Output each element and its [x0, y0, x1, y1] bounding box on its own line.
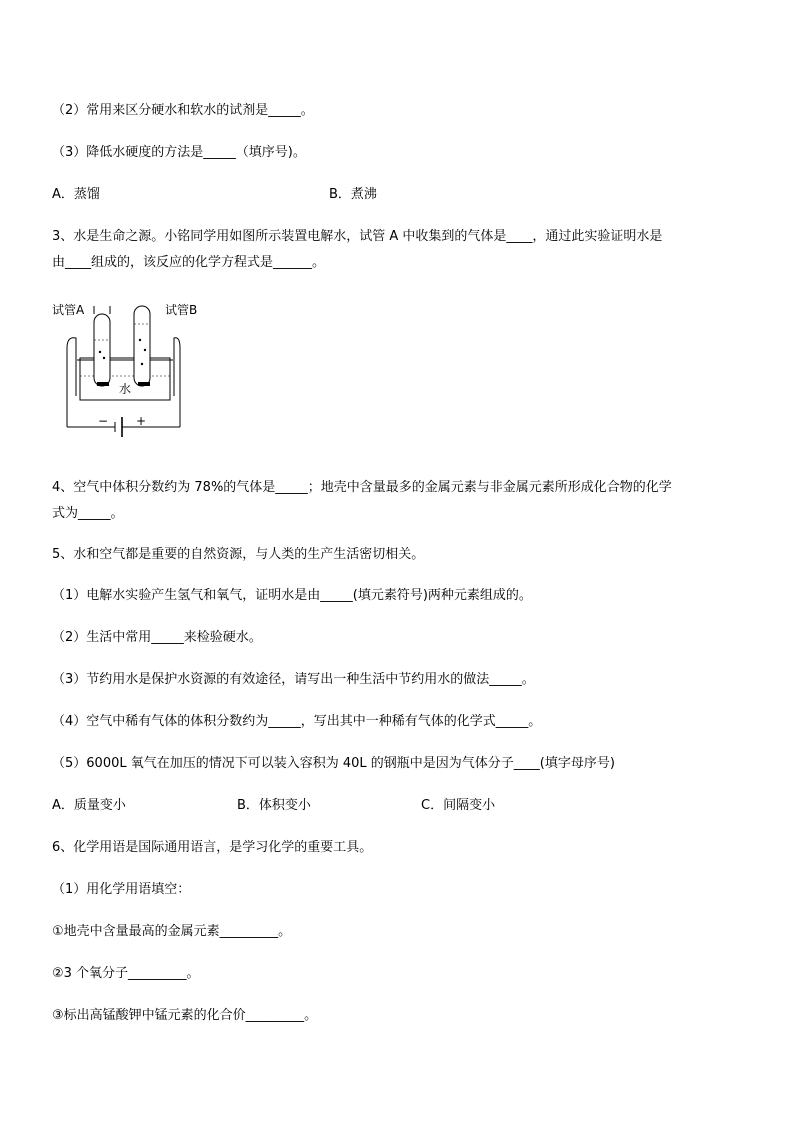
q6-sub1: （1）用化学用语填空：: [52, 882, 191, 897]
plus-terminal-label: +: [136, 414, 147, 428]
q5-option-b: B．体积变小: [237, 798, 311, 813]
q4-line2: 式为_____。: [52, 506, 124, 521]
q3-line1: 3、水是生命之源。小铭同学用如图所示装置电解水，试管 A 中收集到的气体是____，通过此实验证明水是: [52, 229, 663, 244]
q2-sub3: （3）降低水硬度的方法是_____（填序号)。: [52, 145, 306, 160]
q2-option-a: A．蒸馏: [52, 187, 100, 202]
q5-sub4: （4）空气中稀有气体的体积分数约为_____，写出其中一种稀有气体的化学式_____。: [52, 714, 542, 729]
q6-item1: ①地壳中含量最高的金属元素_________。: [52, 924, 292, 939]
water-label: 水: [119, 382, 132, 396]
tube-b-label: 试管B: [165, 303, 198, 317]
q5-option-a: A．质量变小: [52, 798, 126, 813]
q5-option-c: C．间隔变小: [421, 798, 496, 813]
q3-line2: 由____组成的，该反应的化学方程式是______。: [52, 255, 326, 270]
q4-line1: 4、空气中体积分数约为 78%的气体是_____；地壳中含量最多的金属元素与非金属元素所形成化合物的化学: [52, 480, 672, 495]
q5-intro: 5、水和空气都是重要的自然资源，与人类的生产生活密切相关。: [52, 547, 425, 562]
q5-sub2: （2）生活中常用_____来检验硬水。: [52, 630, 262, 645]
q5-sub3: （3）节约用水是保护水资源的有效途径，请写出一种生活中节约用水的做法_____。: [52, 672, 535, 687]
q2-option-b: B．煮沸: [329, 187, 377, 202]
tube-a-label: 试管A: [52, 303, 85, 317]
q6-item3: ③标出高锰酸钾中锰元素的化合价_________。: [52, 1008, 318, 1023]
minus-terminal-label: −: [98, 414, 109, 428]
q5-sub1: （1）电解水实验产生氢气和氧气，证明水是由_____(填元素符号)两种元素组成的。: [52, 588, 532, 603]
q2-sub2: （2）常用来区分硬水和软水的试剂是_____。: [52, 103, 314, 118]
electrolysis-apparatus-figure: [50, 296, 220, 446]
q6-item2: ②3 个氧分子_________。: [52, 966, 200, 981]
q6-intro: 6、化学用语是国际通用语言，是学习化学的重要工具。: [52, 840, 373, 855]
q5-sub5: （5）6000L 氧气在加压的情况下可以装入容积为 40L 的钢瓶中是因为气体分子____(填字母序号): [52, 756, 615, 771]
electrolysis-diagram: [50, 296, 220, 446]
